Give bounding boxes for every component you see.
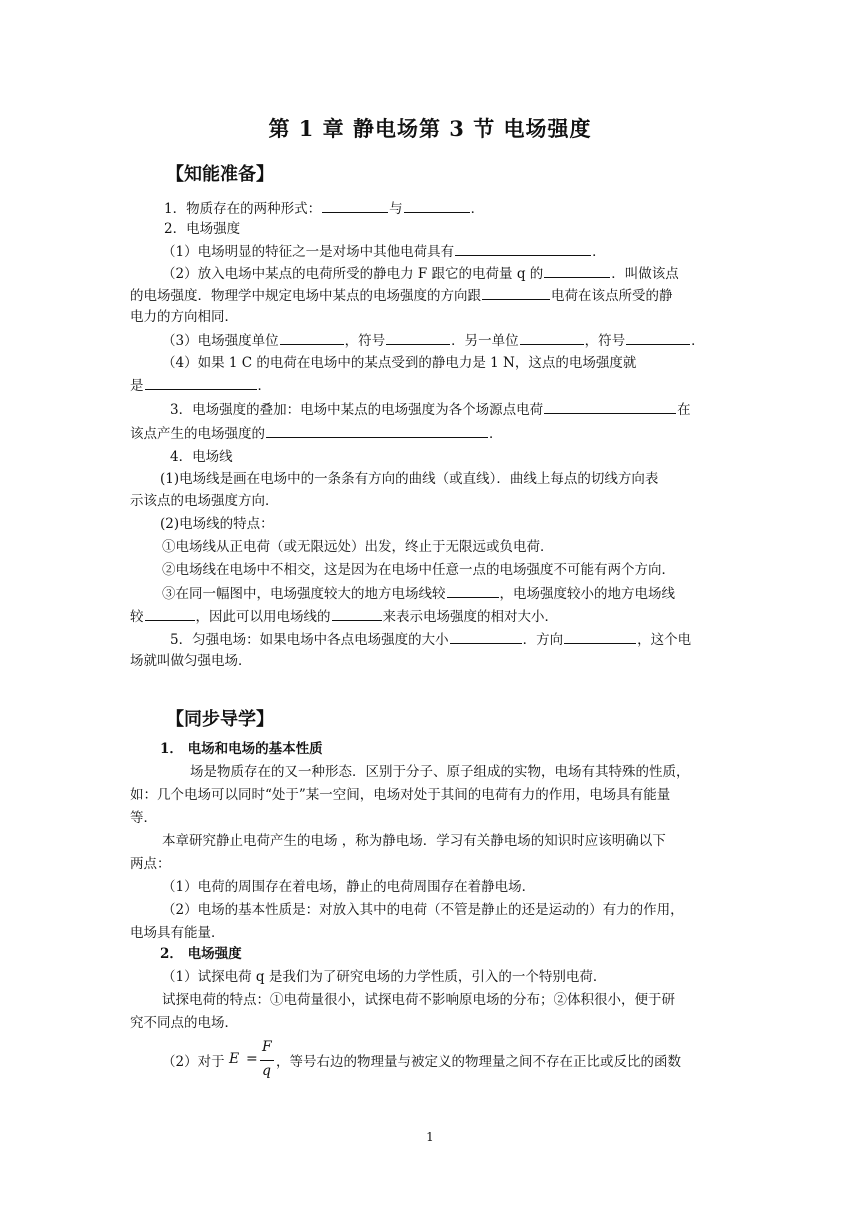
text-line: (1)电场线是画在电场中的一条条有方向的曲线（或直线）．曲线上每点的切线方向表: [160, 471, 659, 487]
text-span: 来表示电场强度的相对大小．: [382, 609, 558, 625]
text-line: 试探电荷的特点：①电荷量很小，试探电荷不影响原电场的分布；②体积很小，便于研: [162, 992, 675, 1008]
blank-line: [626, 331, 690, 345]
text-line: 究不同点的电场．: [130, 1015, 238, 1031]
text-span: ，符号: [344, 333, 386, 349]
text-span: （1）电场明显的特征之一是对场中其他电荷具有: [162, 244, 455, 260]
text-span: 1．物质存在的两种形式：: [164, 201, 322, 217]
blank-line: [520, 331, 584, 345]
text-line: 本章研究静止电荷产生的电场 ，称为静电场．学习有关静电场的知识时应该明确以下: [162, 833, 666, 849]
text-span: 是: [130, 378, 144, 394]
formula-variable-e: E: [229, 1051, 240, 1067]
text-line: [162, 331, 705, 350]
text-line: ，等号右边的物理量与被定义的物理量之间不存在正比或反比的函数: [276, 1054, 681, 1070]
text-span: 电荷在该点所受的静: [551, 288, 673, 304]
text-line: 场是物质存在的又一种形态．区别于分子、原子组成的实物，电场有其特殊的性质，: [190, 764, 690, 780]
section-heading-preparation: 【知能准备】: [166, 164, 274, 185]
section-heading-guided-study: 【同步导学】: [166, 709, 274, 730]
text-line: [130, 607, 558, 626]
blank-line: [145, 376, 257, 390]
blank-line: [544, 264, 610, 278]
text-line: 示该点的电场强度方向．: [130, 493, 279, 509]
fraction-bar: [260, 1060, 274, 1061]
text-line: ①电场线从正电荷（或无限远处）出发，终止于无限远或负电荷．: [162, 539, 554, 555]
text-span: ．另一单位: [451, 333, 519, 349]
text-span: ．: [470, 201, 485, 217]
blank-line: [482, 286, 550, 300]
text-line: 等．: [130, 810, 157, 826]
text-line: [170, 400, 691, 419]
text-span: ．: [489, 426, 503, 442]
text-line: 2．电场强度: [164, 221, 241, 237]
text-line: 4．电场线: [170, 449, 233, 465]
text-line: （1）电荷的周围存在着电场，静止的电荷周围存在着静电场．: [162, 879, 536, 895]
text-line: 电力的方向相同．: [130, 309, 238, 325]
text-line: 场就叫做匀强电场．: [130, 653, 252, 669]
text-span: 较: [130, 609, 144, 625]
blank-line: [266, 424, 488, 438]
text-line: （1）试探电荷 q 是我们为了研究电场的力学性质，引入的一个特别电荷．: [162, 969, 607, 985]
text-line: 电场具有能量．: [130, 925, 225, 941]
text-line: [164, 199, 484, 218]
text-span: ，因此可以用电场线的: [195, 609, 331, 625]
formula-denominator: q: [262, 1063, 271, 1079]
blank-line: [145, 607, 195, 621]
text-line: [130, 424, 503, 443]
page-title: 第 1 章 静电场第 3 节 电场强度: [268, 116, 592, 141]
text-line: [162, 584, 675, 603]
blank-line: [322, 199, 388, 213]
text-line: 如：几个电场可以同时“处于”某一空间，电场对处于其间的电荷有力的作用，电场具有能量: [130, 787, 671, 803]
text-span: ．: [691, 333, 705, 349]
text-span: 与: [389, 201, 403, 217]
blank-line: [450, 630, 522, 644]
subheading: 2． 电场强度: [160, 946, 242, 962]
text-span: ．叫做该点: [611, 266, 679, 282]
text-span: ．: [257, 378, 271, 394]
text-line: [170, 630, 691, 649]
text-line: [130, 376, 271, 395]
subheading: 1． 电场和电场的基本性质: [160, 741, 323, 757]
blank-line: [564, 630, 636, 644]
text-span: 的电场强度．物理学中规定电场中某点的电场强度的方向跟: [130, 288, 481, 304]
text-span: 该点产生的电场强度的: [130, 426, 265, 442]
blank-line: [280, 331, 344, 345]
page-number: 1: [426, 1130, 434, 1144]
text-span: ，这个电: [637, 632, 692, 648]
text-line: （2）对于: [162, 1054, 225, 1070]
text-line: （4）如果 1 C 的电荷在电场中的某点受到的静电力是 1 N，这点的电场强度就: [162, 355, 637, 371]
text-line: 两点：: [130, 856, 171, 872]
blank-line: [447, 584, 499, 598]
text-span: ③在同一幅图中，电场强度较大的地方电场线较: [162, 586, 446, 602]
text-span: 在: [677, 402, 691, 418]
text-line: [162, 264, 679, 283]
text-line: [162, 242, 606, 261]
text-span: 3．电场强度的叠加：电场中某点的电场强度为各个场源点电荷: [170, 402, 544, 418]
text-span: ．方向: [522, 632, 564, 648]
blank-line: [455, 242, 591, 256]
formula-equals: =: [246, 1051, 258, 1067]
blank-line: [332, 607, 382, 621]
text-span: ．: [592, 244, 606, 260]
formula-numerator: F: [262, 1039, 272, 1055]
blank-line: [386, 331, 450, 345]
blank-line: [404, 199, 470, 213]
text-line: [130, 286, 673, 305]
text-line: (2)电场线的特点：: [160, 516, 274, 532]
text-span: 5．匀强电场：如果电场中各点电场强度的大小: [170, 632, 449, 648]
blank-line: [544, 400, 676, 414]
text-span: （2）放入电场中某点的电荷所受的静电力 F 跟它的电荷量 q 的: [162, 266, 544, 282]
text-line: （2）电场的基本性质是：对放入其中的电荷（不管是静止的还是运动的）有力的作用，: [162, 902, 684, 918]
text-line: ②电场线在电场中不相交，这是因为在电场中任意一点的电场强度不可能有两个方向．: [162, 562, 675, 578]
text-span: ，符号: [584, 333, 626, 349]
text-span: ，电场强度较小的地方电场线: [499, 586, 675, 602]
text-span: （3）电场强度单位: [162, 333, 279, 349]
